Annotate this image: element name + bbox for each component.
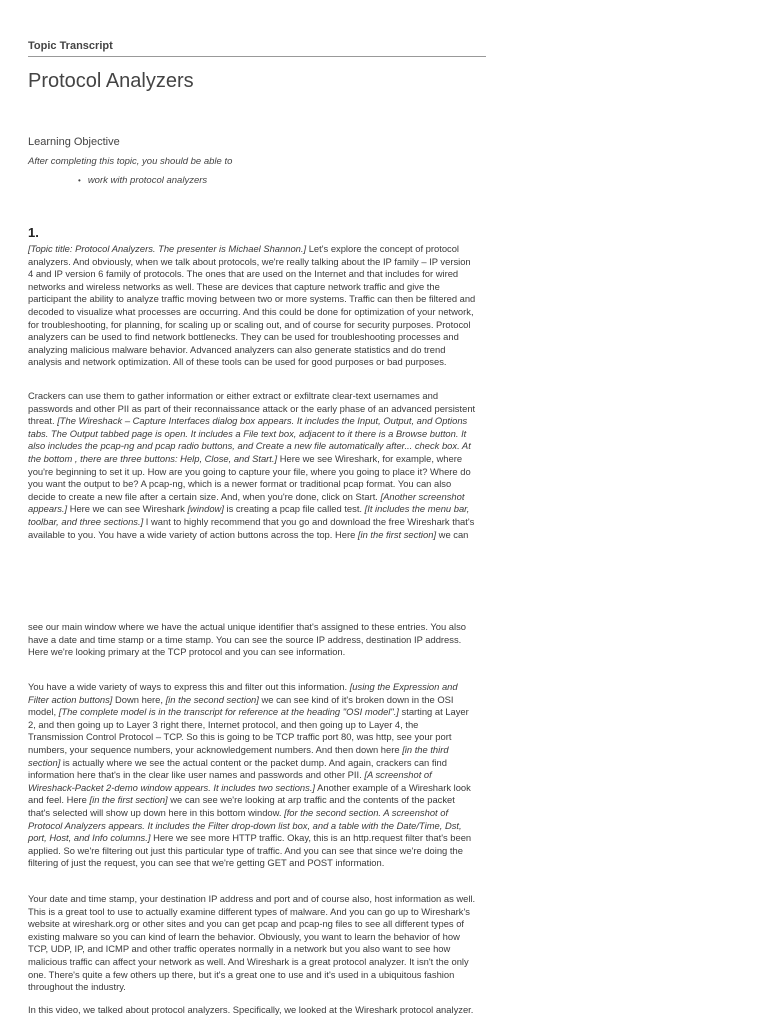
stage-direction: [in the first section] (357, 528, 437, 540)
transcript-text: Here we see Wireshark, for example, where you're beginning to set it up. How are you going to capture your file, where you going to place it? Where do you want the output to be? A pcap-ng, which is a newer format or traditional pcap format. You can also decide to create a new file after a certain size. And, when you're done, click on Start. (28, 452, 471, 502)
step-number: 1. (28, 225, 39, 240)
learning-objective-heading: Learning Objective (28, 136, 120, 148)
stage-direction: [using the Expression and Filter action buttons] (28, 681, 458, 705)
stage-direction: [Topic title: Protocol Analyzers. The presenter is Michael Shannon.] (28, 243, 307, 254)
topic-transcript-label: Topic Transcript (28, 40, 113, 52)
transcript-text: we can see kind of it's broken down in the OSI model, (28, 693, 454, 718)
stage-direction: [in the second section] (165, 693, 259, 705)
transcript-paragraph-6 (28, 1004, 476, 1017)
transcript-text: we can (436, 528, 469, 540)
transcript-text: Another example of a Wireshark look and feel. Here (28, 781, 471, 806)
stage-direction: [It includes the menu bar, toolbar, and three sections.] (28, 503, 470, 527)
transcript-paragraph-1 (28, 243, 476, 369)
stage-direction: [The Wireshack – Capture Interfaces dialog box appears. It includes the Input, Output, and Options tabs. The Output tabbed page is open. It includes a File text box, adjacent to it there is a Browse button. It also includes the pcap-ng and pcap radio buttons, and Create a new file automatically after... check box. At the bottom , there are three buttons: Help, Close, and Start.] (28, 415, 471, 464)
learning-objective-intro: After completing this topic, you should be able to (28, 156, 233, 167)
transcript-text: is creating a pcap file called test. (223, 503, 365, 515)
stage-direction: [in the first section] (89, 794, 168, 806)
page-title: Protocol Analyzers (28, 70, 194, 92)
transcript-text: we can see we're looking at arp traffic and the contents of the packet that's selected will show up down here in this bottom window. (28, 794, 455, 818)
transcript-text: see our main window where we have the actual unique identifier that's assigned to these entries. You also have a date and time stamp or a time stamp. You can see the source IP address, destination IP address. Here we're looking primary at the TCP protocol and you can see information. (28, 621, 467, 658)
transcript-text: In this video, we talked about protocol analyzers. Specifically, we looked at the Wireshark protocol analyzer. (28, 1004, 474, 1015)
learning-objective-item: • work with protocol analyzers (78, 175, 207, 186)
transcript-text: Here we can see Wireshark (67, 503, 188, 515)
stage-direction: [in the third section] (28, 743, 449, 768)
stage-direction: [window] (187, 503, 224, 515)
transcript-text: Here we see more HTTP traffic. Okay, this is an http.request filter that's been applied. So we're filtering out just this particular type of traffic. And you can see that since we're doing the filtering of just the request, you can see that we're getting GET and POST information. (28, 832, 472, 869)
transcript-paragraph-2 (28, 390, 476, 541)
transcript-text: is actually where we see the actual content or the packet dump. And again, crackers can find information here that's in the clear like user names and passwords and other PII. (28, 756, 447, 781)
stage-direction: [Another screenshot appears.] (28, 490, 465, 515)
stage-direction: [for the second section. A screenshot of Protocol Analyzers appears. It includes the Filter drop-down list box, and a table with the Date/Time, Dst, port, Host, and Info columns.] (28, 806, 462, 844)
stage-direction: [A screenshot of Wireshack-Packet 2-demo window appears. It includes two sections.] (28, 769, 432, 793)
transcript-text: I want to highly recommend that you go and download the free Wireshark that's available to you. You have a wide variety of action buttons across the top. Here (28, 515, 475, 540)
learning-objective-list (78, 175, 207, 186)
transcript-text: Let's explore the concept of protocol analyzers. And obviously, when we talk about protocols, we're really talking about the IP family – IP version 4 and IP version 6 family of protocols. The ones that are used on the Internet and that includes for wired networks and wireless networks as well. These are devices that capture network traffic and give the participant the ability to analyze traffic moving between two or more systems. Traffic can then be filtered and decoded to visualize what processes are occurring. And this could be done for optimization of your network, for troubleshooting, for planning, for scaling up or scaling out, and of course for security purposes. Protocol analyzers can be used to find network bottlenecks. They can be used for troubleshooting processes and analyzing malicious malware behavior. Advanced analyzers can also generate statistics and do trend analysis and network optimization. All of these tools can be used for good purposes or bad purposes. (28, 243, 476, 368)
transcript-text: Crackers can use them to gather information or either extract or exfiltrate clear-text usernames and passwords and other PII as part of their reconnaissance attack or the early phase of an advanced persistent threat. (28, 390, 476, 427)
header-divider (28, 56, 486, 57)
transcript-text: Your date and time stamp, your destination IP address and port and of course also, host information as well. This is a great tool to use to actually examine different types of malware. And you can go up to Wireshark's website at wireshark.org or other sites and you can get pcap and pcap-ng files to see all different types of existing malware so you can kind of learn the behavior. Obviously, you want to learn the behavior of how TCP, UDP, IP, and ICMP and other traffic operates normally in a network but you also want to see how malicious traffic can affect your network as well. And Wireshark is a great protocol analyzer. It isn't the only one. There's quite a few others up there, but it's a great one to use and it's used in a ubiquitous fashion throughout the industry. (28, 893, 476, 993)
transcript-paragraph-3 (28, 621, 476, 659)
transcript-paragraph-5 (28, 893, 476, 994)
transcript-text: You have a wide variety of ways to express this and filter out this information. (28, 681, 350, 692)
transcript-paragraph-4 (28, 681, 476, 870)
stage-direction: [The complete model is in the transcript for reference at the heading "OSI model".] (58, 706, 399, 718)
transcript-text: Down here, (112, 693, 166, 705)
transcript-text: starting at Layer 2, and then going up to Layer 3 right there, Internet protocol, and then going up to Layer 4, the Transmission Control Protocol – TCP. So this is going to be TCP traffic port 80, was http, see your port numbers, your sequence numbers, your acknowledgement numbers. And then down here (28, 706, 469, 755)
